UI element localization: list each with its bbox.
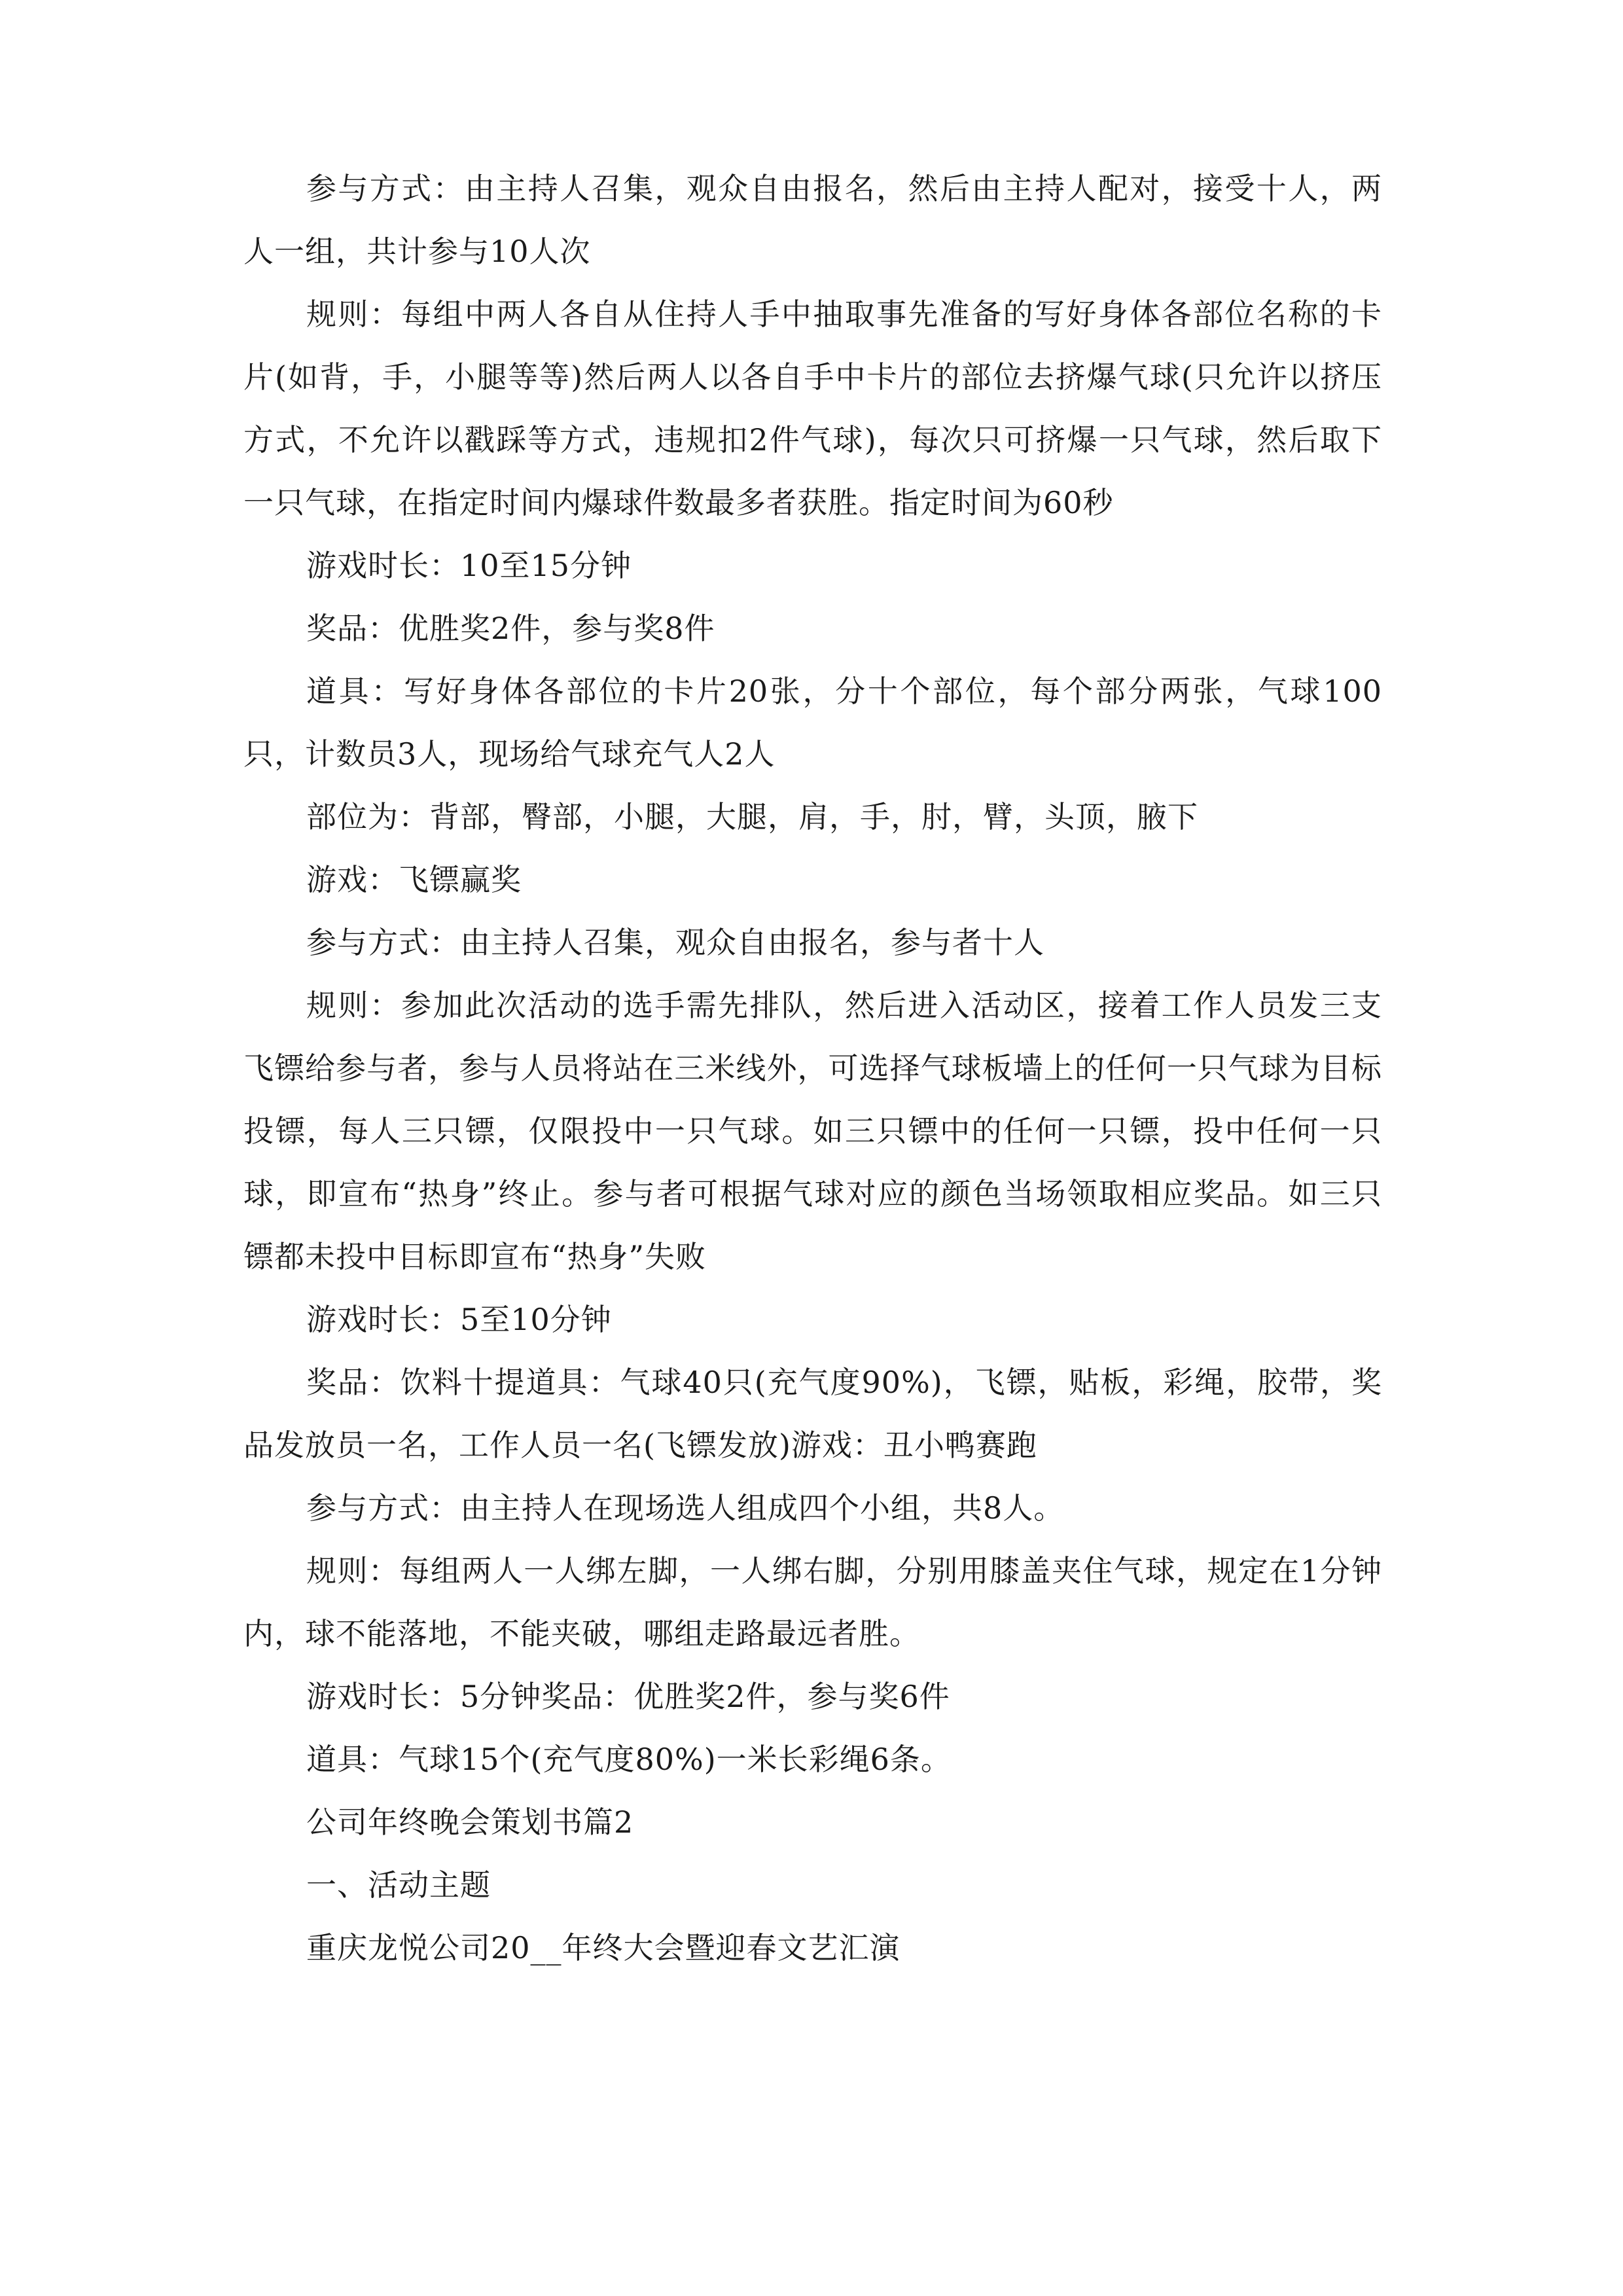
document-body (243, 157, 1382, 1979)
paragraph: 参与方式：由主持人召集，观众自由报名，参与者十人 (306, 925, 1044, 960)
paragraph: 奖品：优胜奖2件，参与奖8件 (306, 611, 715, 646)
paragraph: 游戏时长：5至10分钟 (306, 1302, 612, 1337)
paragraph: 规则：参加此次活动的选手需先排队，然后进入活动区，接着工作人员发三支飞镖给参与者，参与人员将站在三米线外，可选择气球板墙上的任何一只气球为目标投镖，每人三只镖，仅限投中一只气球。如三只镖中的任何一只镖，投中任何一只球，即宣布“热身”终止。参与者可根据气球对应的颜色当场领取相应奖品。如三只镖都未投中目标即宣布“热身”失败 (243, 988, 1382, 1274)
section-heading: 一、活动主题 (306, 1867, 491, 1903)
section-title: 公司年终晚会策划书篇2 (306, 1804, 634, 1840)
paragraph: 参与方式：由主持人在现场选人组成四个小组，共8人。 (306, 1490, 1065, 1526)
paragraph: 游戏时长：10至15分钟 (306, 548, 632, 583)
paragraph: 游戏时长：5分钟奖品：优胜奖2件，参与奖6件 (306, 1679, 950, 1714)
paragraph: 游戏：飞镖赢奖 (306, 862, 522, 897)
paragraph: 道具：气球15个(充气度80%)一米长彩绳6条。 (306, 1742, 952, 1777)
paragraph: 规则：每组中两人各自从住持人手中抽取事先准备的写好身体各部位名称的卡片(如背，手，小腿等等)然后两人以各自手中卡片的部位去挤爆气球(只允许以挤压方式，不允许以戳踩等方式，违规扣2件气球)，每次只可挤爆一只气球，然后取下一只气球，在指定时间内爆球件数最多者获胜。指定时间为60秒 (243, 296, 1382, 520)
paragraph: 奖品：饮料十提道具：气球40只(充气度90%)，飞镖，贴板，彩绳，胶带，奖品发放员一名，工作人员一名(飞镖发放)游戏：丑小鸭赛跑 (243, 1365, 1382, 1463)
paragraph: 道具：写好身体各部位的卡片20张，分十个部位，每个部分两张，气球100只，计数员3人，现场给气球充气人2人 (243, 673, 1382, 772)
paragraph: 重庆龙悦公司20__年终大会暨迎春文艺汇演 (306, 1930, 901, 1965)
paragraph: 部位为：背部，臀部，小腿，大腿，肩，手，肘，臂，头顶，腋下 (306, 799, 1198, 834)
paragraph: 参与方式：由主持人召集，观众自由报名，然后由主持人配对，接受十人，两人一组，共计参与10人次 (243, 171, 1382, 269)
paragraph: 规则：每组两人一人绑左脚，一人绑右脚，分别用膝盖夹住气球，规定在1分钟内，球不能落地，不能夹破，哪组走路最远者胜。 (243, 1553, 1382, 1651)
